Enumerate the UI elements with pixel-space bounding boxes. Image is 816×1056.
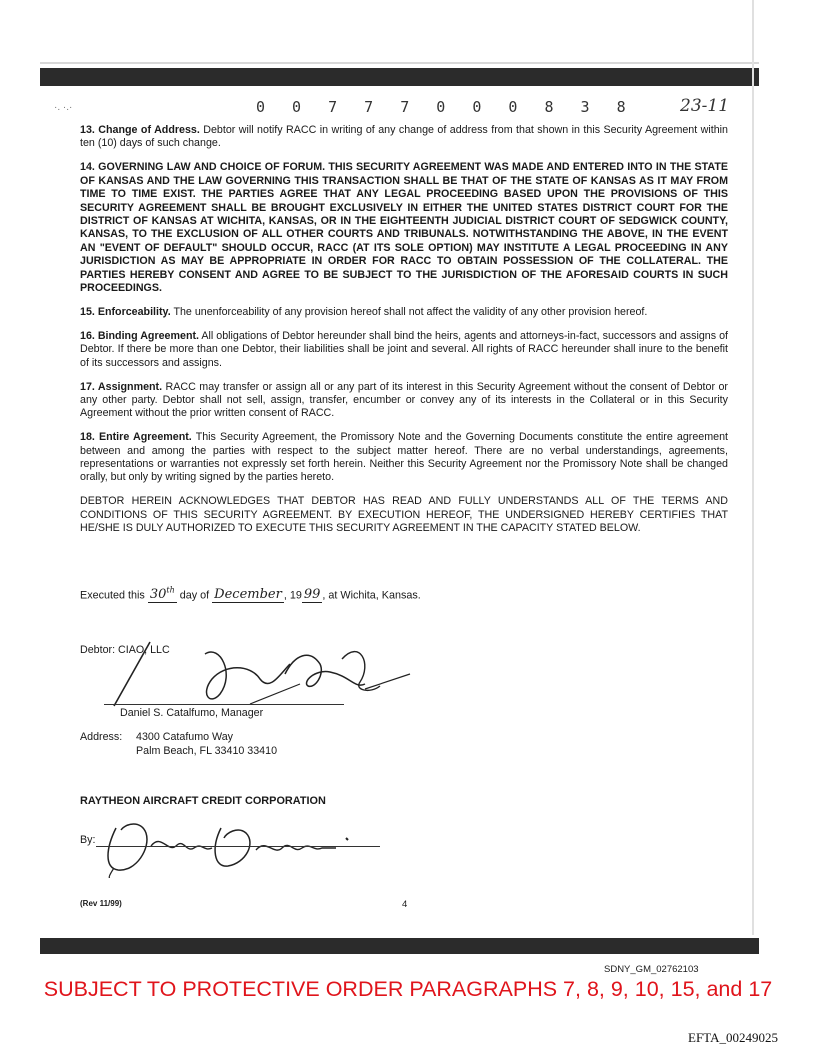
execution-year: 99 xyxy=(303,587,321,603)
efta-number: EFTA_00249025 xyxy=(688,1030,778,1045)
scan-bottom-bar xyxy=(40,938,759,954)
scan-specks: ·. ·.· xyxy=(54,102,73,113)
section-heading: 14. GOVERNING LAW AND CHOICE OF FORUM. xyxy=(80,161,326,174)
agreement-body xyxy=(80,124,728,546)
section-text: THIS SECURITY AGREEMENT WAS MADE AND ENTERED INTO IN THE STATE OF KANSAS AND THE LAW GOVERNING THIS TRANSACTION SHALL BE THAT OF THE STATE OF KANSAS AS IT MAY FROM TIME TO TIME EXIST. THE PARTIES AGREE THAT ANY LEGAL PROCEEDING BASED UPON THE PROVISIONS OF THIS SECURITY AGREEMENT SHALL BE BROUGHT EXCLUSIVELY IN EITHER THE UNITED STATES DISTRICT COURT FOR THE DISTRICT OF KANSAS AT WICHITA, KANSAS, OR IN THE EIGHTEENTH JUDICIAL DISTRICT COURT OF SEDGWICK COUNTY, KANSAS, TO THE EXCLUSION OF ALL OTHER COURTS AND TRIBUNALS. NOTWITHSTANDING THE ABOVE, IN THE EVENT AN "EVENT OF DEFAULT" SHOULD OCCUR, RACC (AT ITS SOLE OPTION) MAY INSTITUTE A LEGAL PROCEEDING IN ANY JURISDICTION AS MAY BE APPROPRIATE IN ORDER FOR RACC TO OBTAIN POSSESSION OF THE COLLATERAL. THE PARTIES HEREBY CONSENT AND AGREE TO BE SUBJECT TO THE JURISDICTION OF THE AFORESAID COURTS IN SUCH PROCEEDINGS. xyxy=(80,161,728,294)
execution-place: , at Wichita, Kansas. xyxy=(322,589,421,602)
execution-day xyxy=(148,587,177,603)
address-line-1: 4300 Catafumo Way xyxy=(136,731,234,743)
debtor-signature-line xyxy=(104,704,344,705)
acknowledgement: DEBTOR HEREIN ACKNOWLEDGES THAT DEBTOR HAS READ AND FULLY UNDERSTANDS ALL OF THE TERMS AND CONDITIONS OF THIS SECURITY AGREEMENT. BY EXECUTION HEREOF, THE UNDERSIGNED HEREBY CERTIFIES THAT HE/SHE IS DULY AUTHORIZED TO EXECUTE THIS SECURITY AGREEMENT IN THE CAPACITY STATED BELOW. xyxy=(80,495,728,535)
section-text: This Security Agreement, the Promissory Note and the Governing Documents constitute the entire agreement between and among the parties with respect to the subject matter hereof. There are no verbal understandings, agreements, representations or warranties not expressly set forth herein. Neither this Security Agreement nor the Promissory Note shall be changed orally, but only by writing signed by the parties hereto. xyxy=(80,431,728,484)
execution-prefix: Executed this xyxy=(80,589,145,602)
creditor-signature-line xyxy=(96,846,380,847)
signer-name: Daniel S. Catalfumo, Manager xyxy=(120,707,264,719)
execution-day-of: day of xyxy=(179,589,210,602)
execution-month: December xyxy=(214,587,282,603)
page-number: 4 xyxy=(402,899,408,910)
debtor-signature xyxy=(110,634,430,714)
address-label: Address: xyxy=(80,731,123,743)
section-text: Debtor will notify RACC in writing of any change of address from that shown in this Security Agreement within ten (10) days of such change. xyxy=(80,124,728,150)
protective-order-notice: SUBJECT TO PROTECTIVE ORDER PARAGRAPHS 7, 8, 9, 10, 15, and 17 xyxy=(43,977,773,1001)
section-15 xyxy=(80,306,728,319)
section-16 xyxy=(80,330,728,370)
execution-year-prefix: , 19 xyxy=(283,589,302,602)
address-line-2: Palm Beach, FL 33410 33410 xyxy=(136,745,278,757)
section-heading: 17. Assignment. xyxy=(80,380,163,393)
scan-right-edge xyxy=(752,0,754,935)
document-number: 0 0 7 7 7 0 0 0 8 3 8 xyxy=(256,98,635,116)
execution-line xyxy=(80,586,421,602)
section-text: All obligations of Debtor hereunder shall bind the heirs, agents and attorneys-in-fact, successors and assigns of Debtor. If there be more than one Debtor, their liabilities shall be joint and several. All rights of RACC hereunder shall inure to the benefit of its successors and assigns. xyxy=(80,329,728,369)
section-heading: 13. Change of Address. xyxy=(80,124,200,136)
revision-label: (Rev 11/99) xyxy=(80,899,122,908)
section-text: The unenforceability of any provision hereof shall not affect the validity of any other provision hereof. xyxy=(170,305,648,318)
section-heading: 16. Binding Agreement. xyxy=(80,329,199,342)
bates-number: SDNY_GM_02762103 xyxy=(604,964,699,975)
day-value: 30 xyxy=(149,587,167,603)
creditor-name: RAYTHEON AIRCRAFT CREDIT CORPORATION xyxy=(80,795,326,807)
creditor-signature xyxy=(96,808,396,878)
by-label: By: xyxy=(80,834,96,846)
section-heading: 18. Entire Agreement. xyxy=(80,431,192,444)
section-heading: 15. Enforceability. xyxy=(80,305,171,318)
handwritten-note: 23-11 xyxy=(680,96,730,116)
scan-top-edge xyxy=(40,62,759,64)
section-14 xyxy=(80,161,728,295)
debtor-label: Debtor: CIAO, LLC xyxy=(80,644,170,656)
section-18 xyxy=(80,431,728,485)
day-suffix: th xyxy=(166,586,175,595)
scan-top-bar xyxy=(40,68,759,86)
section-text: RACC may transfer or assign all or any part of its interest in this Security Agreement without the consent of Debtor or any other party. Debtor shall not sell, assign, transfer, encumber or convey any of its interests in the Collateral or in this Security Agreement without the prior written consent of RACC. xyxy=(80,380,728,420)
section-13 xyxy=(80,124,728,151)
section-17 xyxy=(80,381,728,421)
